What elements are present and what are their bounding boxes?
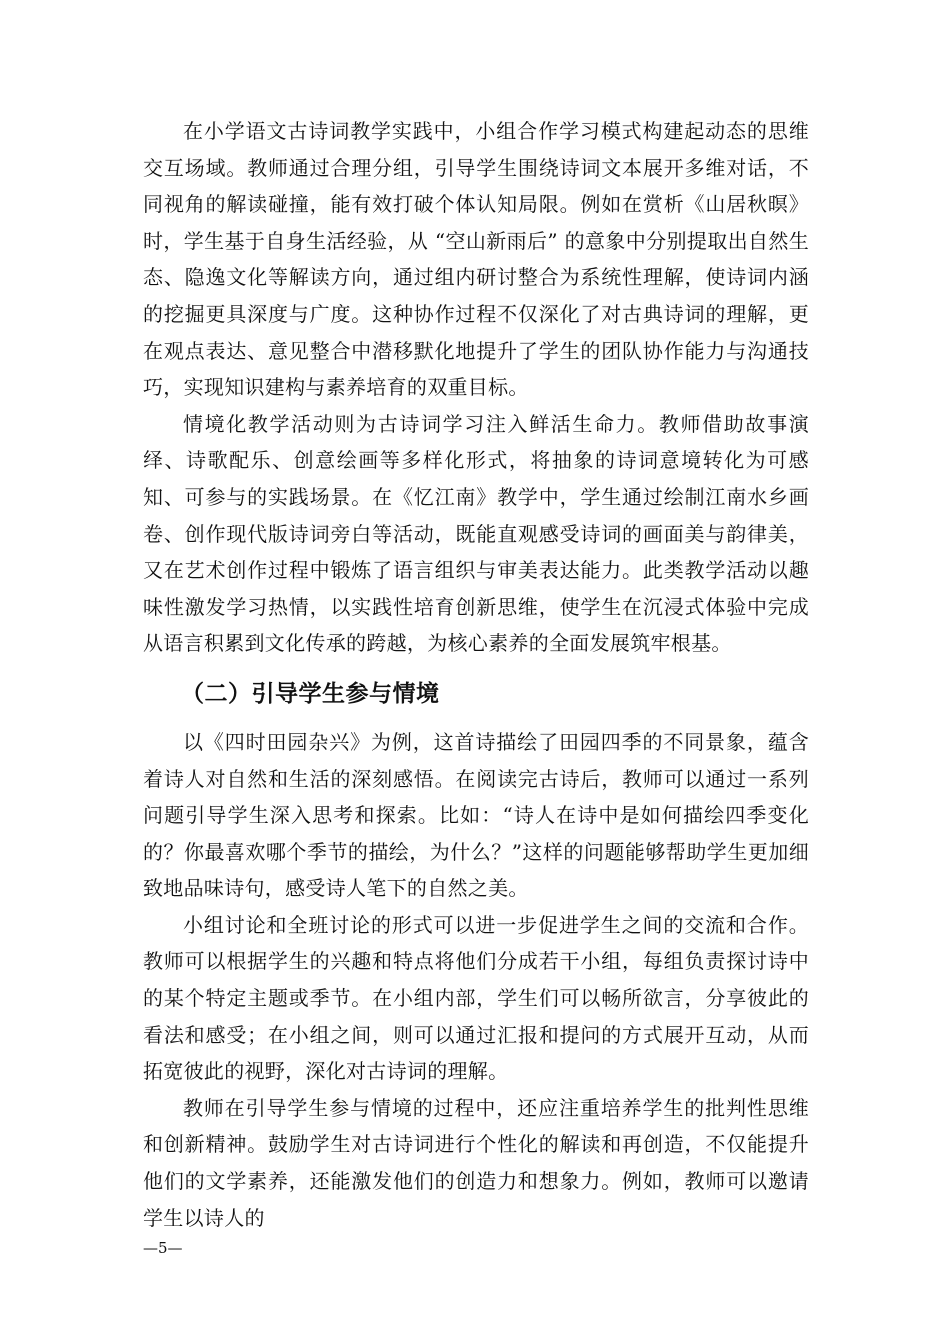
paragraph-critical-thinking: 教师在引导学生参与情境的过程中，还应注重培养学生的批判性思维和创新精神。鼓励学生对古诗词进行个性化的解读和再创造，不仅能提升他们的文学素养，还能激发他们的创造力和想象力。例如，教师可以邀请学生以诗人的 [143, 1095, 809, 1230]
section-heading: （二）引导学生参与情境 [181, 680, 440, 707]
paragraph-group-cooperation: 在小学语文古诗词教学实践中，小组合作学习模式构建起动态的思维交互场域。教师通过合理分组，引导学生围绕诗词文本展开多维对话，不同视角的解读碰撞，能有效打破个体认知局限。例如在赏析《山居秋暝》时，学生基于自身生活经验，从 “空山新雨后” 的意象中分别提取出自然生态、隐逸文化等解读方向，通过组内研讨整合为系统性理解，使诗词内涵的挖掘更具深度与广度。这种协作过程不仅深化了对古典诗词的理解，更在观点表达、意见整合中潜移默化地提升了学生的团队协作能力与沟通技巧，实现知识建构与素养培育的双重目标。 [143, 119, 809, 400]
paragraph-situational-teaching: 情境化教学活动则为古诗词学习注入鲜活生命力。教师借助故事演绎、诗歌配乐、创意绘画等多样化形式，将抽象的诗词意境转化为可感知、可参与的实践场景。在《忆江南》教学中，学生通过绘制江南水乡画卷、创作现代版诗词旁白等活动，既能直观感受诗词的画面美与韵律美，又在艺术创作过程中锻炼了语言组织与审美表达能力。此类教学活动以趣味性激发学习热情，以实践性培育创新思维，使学生在沉浸式体验中完成从语言积累到文化传承的跨越，为核心素养的全面发展筑牢根基。 [143, 411, 809, 656]
page-number: —5— [143, 1239, 183, 1257]
paragraph-four-seasons-example: 以《四时田园杂兴》为例，这首诗描绘了田园四季的不同景象，蕴含着诗人对自然和生活的深刻感悟。在阅读完古诗后，教师可以通过一系列问题引导学生深入思考和探索。比如：“诗人在诗中是如何描绘四季变化的？你最喜欢哪个季节的描绘，为什么？”这样的问题能够帮助学生更加细致地品味诗句，感受诗人笔下的自然之美。 [143, 729, 809, 901]
paragraph-group-discussion: 小组讨论和全班讨论的形式可以进一步促进学生之间的交流和合作。教师可以根据学生的兴趣和特点将他们分成若干小组，每组负责探讨诗中的某个特定主题或季节。在小组内部，学生们可以畅所欲言，分享彼此的看法和感受；在小组之间，则可以通过汇报和提问的方式展开互动，从而拓宽彼此的视野，深化对古诗词的理解。 [143, 912, 809, 1084]
page-body [143, 113, 809, 1236]
